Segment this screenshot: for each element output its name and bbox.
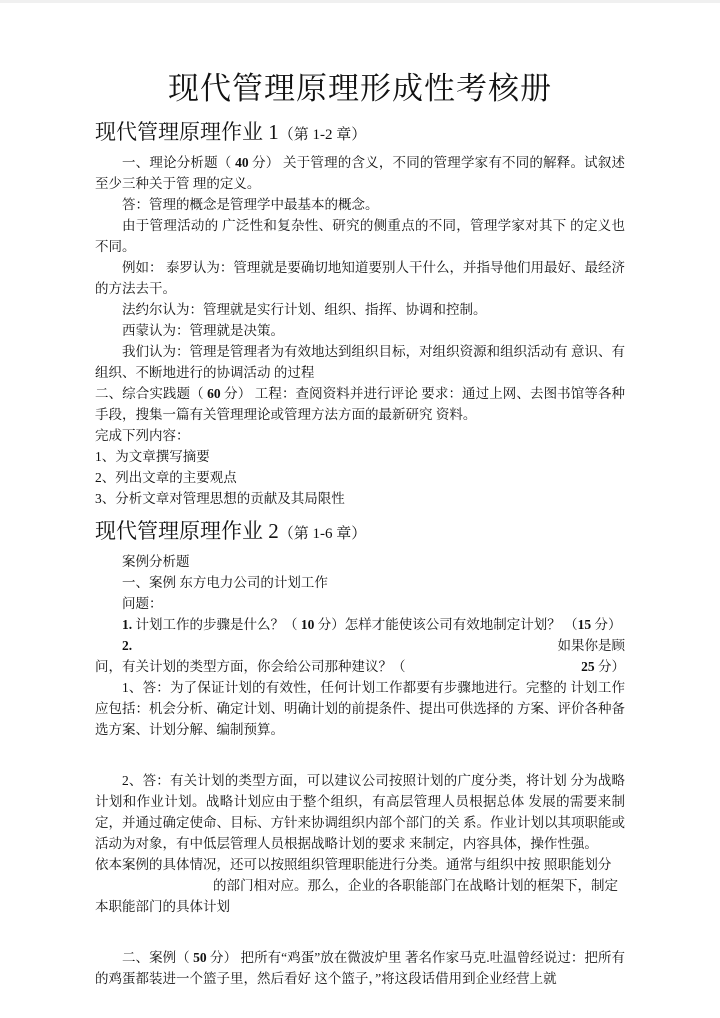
case-question-1 [95,614,625,635]
case-answer-2-continued-3: 本职能部门的具体计划 [95,899,230,914]
score-group [581,656,625,677]
tasks-title: 完成下列内容： [95,428,190,443]
text-run: 分） 工程：查阅资料并进行评论 要求：通过上网、去图书馆等各种手段，搜集一篇有关管理理论或管理方法方面的最新研究 资料。 [95,386,626,422]
text-run: 问，有关计划的类型方面，你会给公司那种建议？（ [95,659,406,674]
text-run: 分） 关于管理的含义，不同的管理学家有不同的解释。试叙述至少三种关于管 理的定义。 [95,155,626,191]
score-value: 40 [235,155,249,170]
answer-paragraph-taylor: 例如： 泰罗认为：管理就是要确切地知道要别人干什么，并指导他们用最好、最经济的方法去干。 [95,260,625,296]
score-value: 60 [207,386,221,401]
answer-intro: 答：管理的概念是管理学中最基本的概念。 [122,197,379,212]
answer-paragraph-fayol: 法约尔认为：管理就是实行计划、组织、指挥、协调和控制。 [122,302,487,317]
answer-paragraph-we: 我们认为：管理是管理者为有效地达到组织目标，对组织资源和组织活动有 意识、有组织、不断地进行的协调活动 的过程 [95,344,625,380]
paragraph-gap [95,740,625,770]
assignment-2-chapters: （第 1-6 章） [278,526,367,542]
assignment-2-heading-main: 现代管理原理作业 2 [95,519,279,543]
score-value: 50 [193,950,207,965]
assignment-1-section [95,119,625,509]
text-run: 计划工作的步骤是什么？（ [132,617,301,632]
paragraph-gap [95,917,625,947]
assignment-1-chapters: （第 1-2 章） [278,127,367,143]
theory-question [95,152,625,194]
text-run: 二、案例（ [122,950,194,965]
practice-question [95,383,625,425]
questions-label: 问题： [122,596,163,611]
case-answer-2: 2、答：有关计划的类型方面，可以建议公司按照计划的广度分类，将计划 分为战略计划和作业计划。战略计划应由于整个组织，有高层管理人员根据总体 发展的需要来制定，并通过确定使命、目标、方针来协调组织内部个部门的关 系。作业计划以其项职能或活动为对象，有中低层管理人员根据战略计划的要求 来制定，内容具体，操作性强。 [95,773,625,851]
text-run: 分）怎样才能使该公司有效地制定计划？ （ [314,617,578,632]
case-answer-1: 1、答：为了保证计划的有效性，任何计划工作都要有步骤地进行。完整的 计划工作应包括：机会分析、确定计划、明确计划的前提条件、提出可供选择的 方案、评价各种备选方案、计划分解、编制预算。 [95,680,625,737]
text-run: 分） 把所有“鸡蛋”放在微波炉里 著名作家马克.吐温曾经说过：把所有的鸡蛋都装进一个篮子里，然后看好 这个篮子，”将这段话借用到企业经营上就 [95,950,626,986]
score-value: 25 [581,659,595,674]
case-1-title: 一、案例 东方电力公司的计划工作 [122,575,328,590]
case-question-2-line-2 [95,656,625,677]
assignment-1-heading [95,119,625,148]
task-item-3: 3、分析文章对管理思想的贡献及其局限性 [95,491,345,506]
answer-paragraph-simon: 西蒙认为：管理就是决策。 [122,323,284,338]
text-run: 分） [591,617,622,632]
document-title: 现代管理原理形成性考核册 [168,71,552,106]
score-value: 15 [577,617,592,632]
case-answer-2-continued-2: 的部门相对应。那么，企业的各职能部门在战略计划的框架下，制定 [213,878,618,893]
case-question-2-line-1 [95,635,625,656]
answer-paragraph: 由于管理活动的 广泛性和复杂性、研究的侧重点的不同，管理学家对其下 的定义也不同。 [95,218,625,254]
assignment-2-section [95,518,625,989]
question-number: 2. [122,638,133,653]
text-run: 一、理论分析题（ [122,155,236,170]
score-value: 10 [300,617,315,632]
assignment-1-heading-main: 现代管理原理作业 1 [95,120,279,144]
document-page [0,3,720,1018]
case-answer-2-continued-1: 依本案例的具体情况，还可以按照组织管理职能进行分类。通常与组织中按 照职能划分 [95,857,612,872]
text-run: 二、综合实践题（ [95,386,208,401]
assignment-2-heading [95,518,625,547]
question-number: 1. [122,617,133,632]
case-2-question [95,947,625,989]
text-run: 分） [594,659,625,674]
text-run: 如果你是顾 [557,638,625,653]
case-analysis-label: 案例分析题 [122,554,190,569]
task-item-1: 1、为文章撰写摘要 [95,449,210,464]
task-item-2: 2、列出文章的主要观点 [95,470,237,485]
